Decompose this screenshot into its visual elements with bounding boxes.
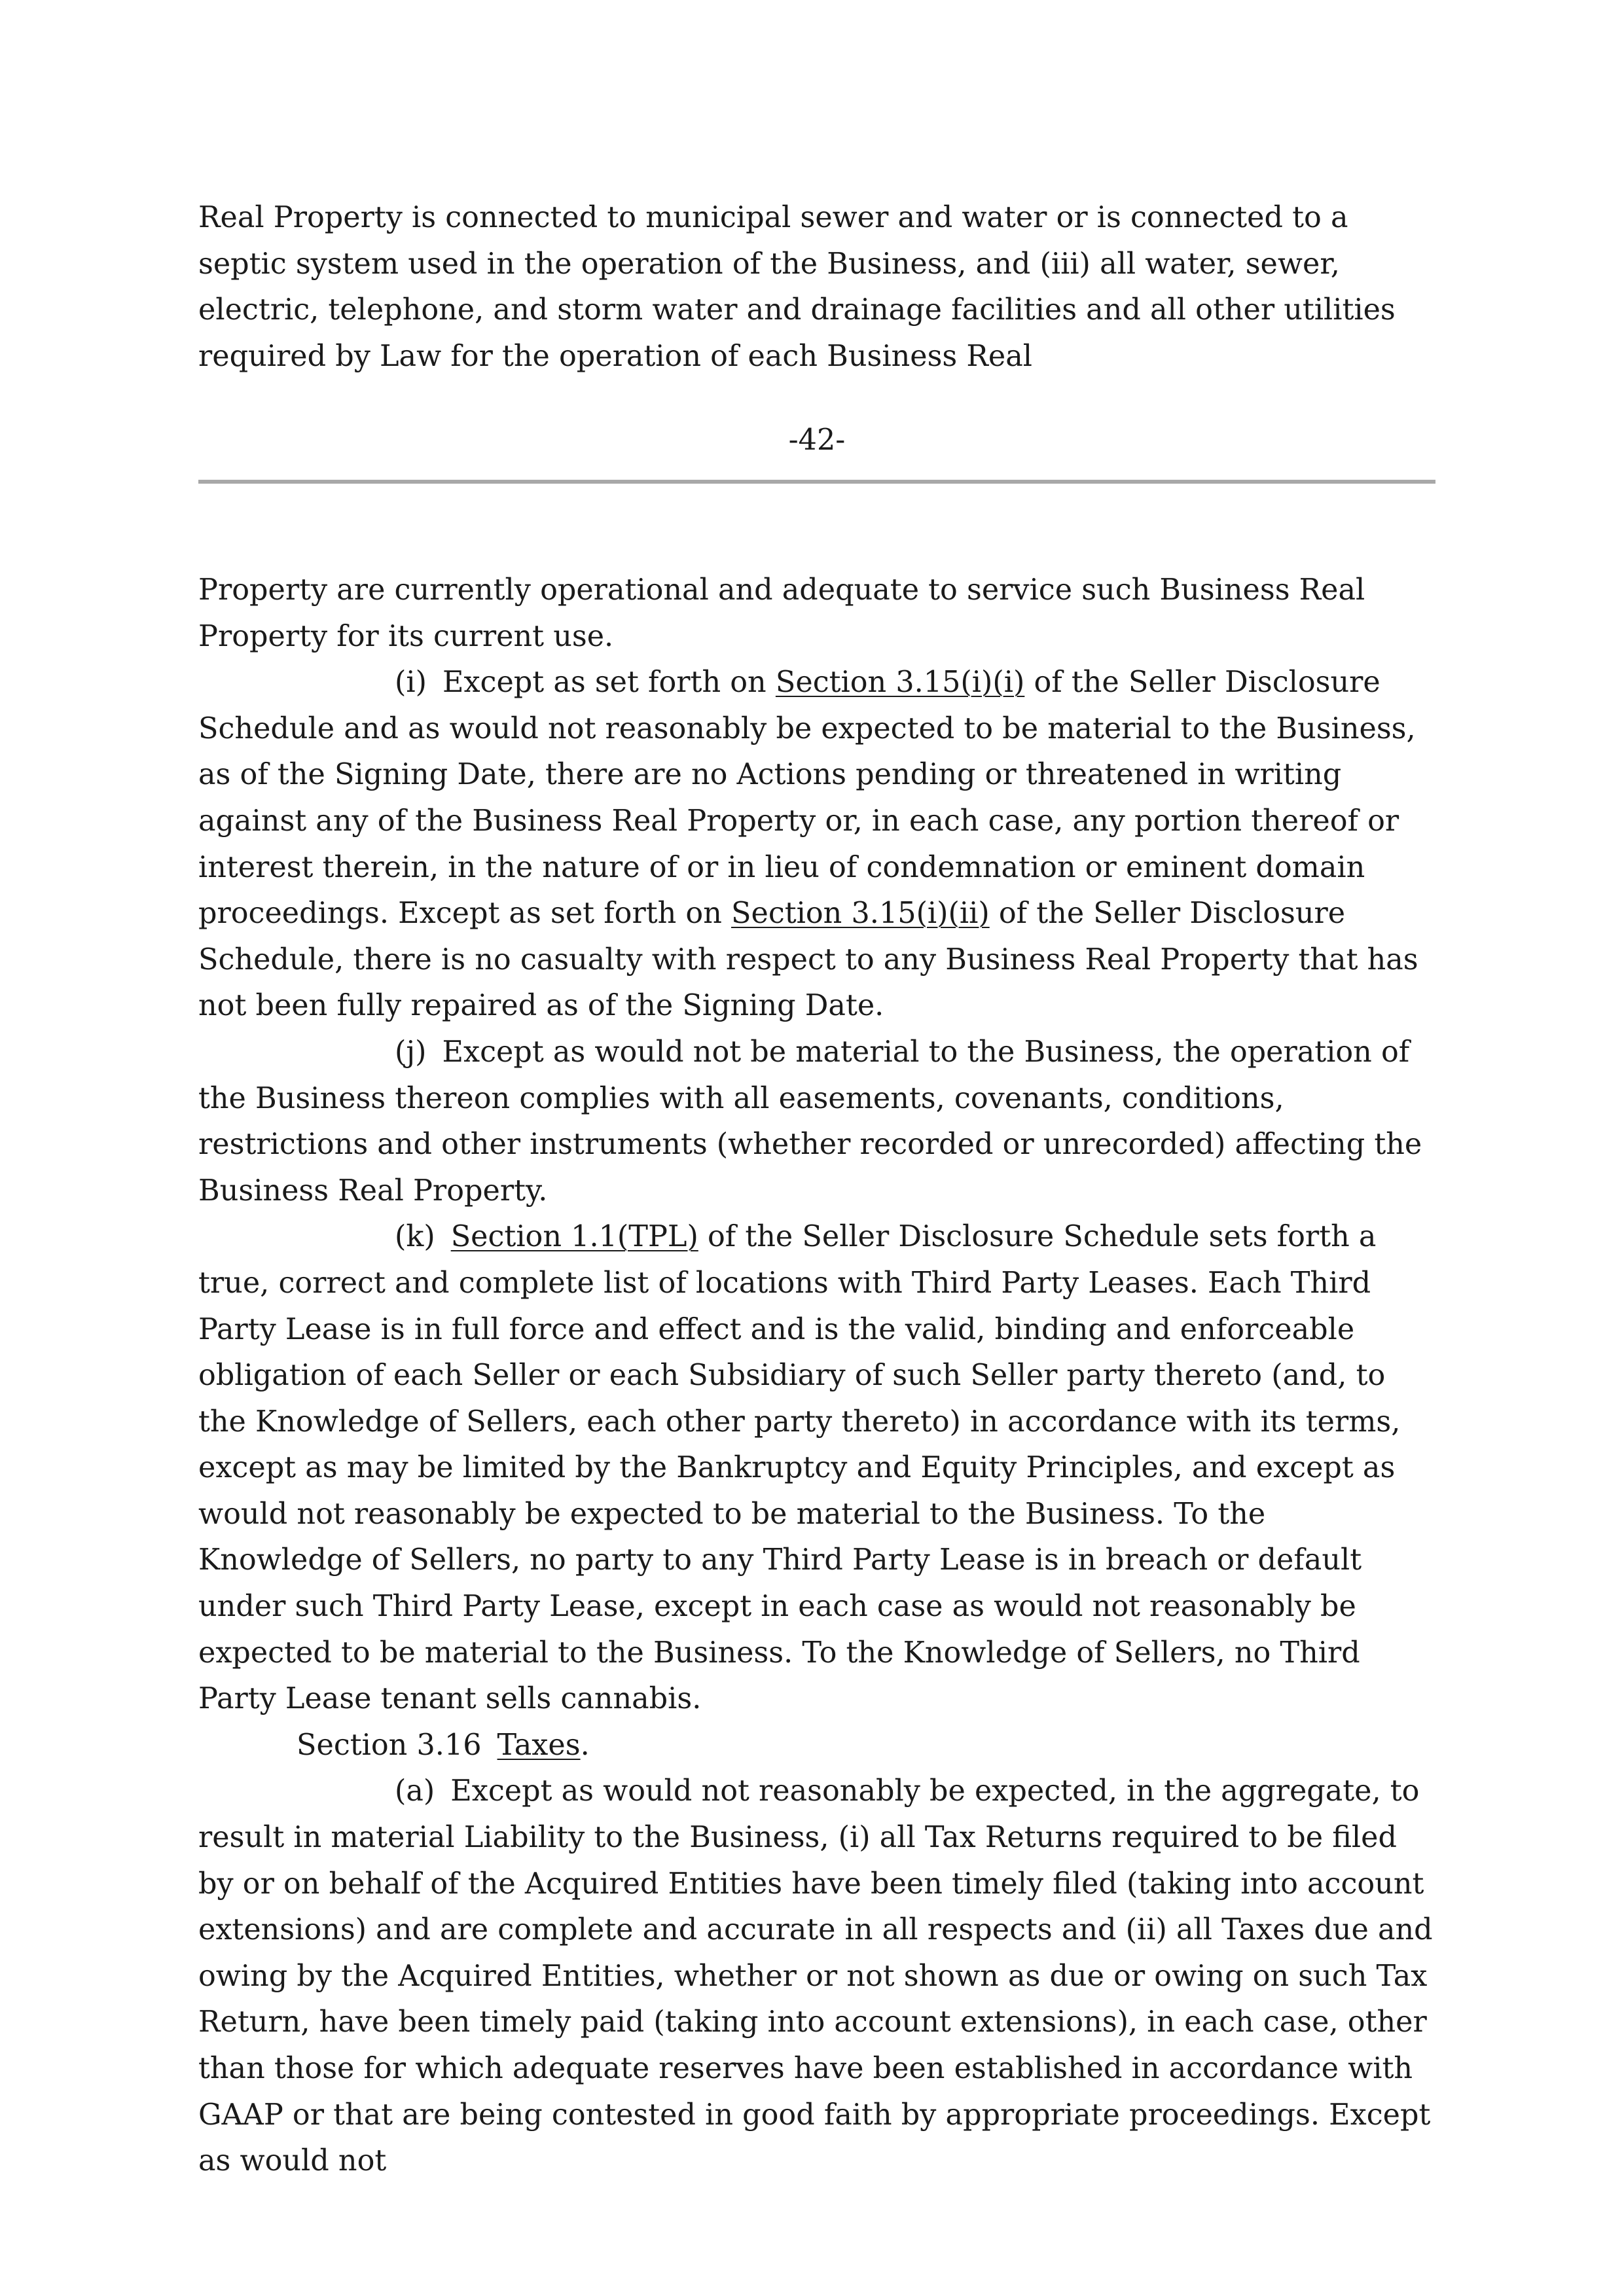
paragraph-k-label: (k): [395, 1220, 435, 1254]
section-3-16-heading: [198, 1723, 1435, 1769]
section-ref-3-15-i-ii: Section 3.15(i)(ii): [731, 897, 990, 931]
paragraph-j-label: (j): [395, 1035, 427, 1069]
paragraph-a-text: Except as would not reasonably be expected, in the aggregate, to result in material Liability to the Business, (i) all Tax Returns required to be filed by or on behalf of the Acquired Entities have been timely filed (taking into account extensions) and are complete and accurate in all respects and (ii) all Taxes due and owing by the Acquired Entities, whether or not shown as due or owing on such Tax Return, have been timely paid (taking into account extensions), in each case, other than those for which adequate reserves have been established in accordance with GAAP or that are being contested in good faith by appropriate proceedings. Except as would not: [198, 1774, 1433, 2178]
paragraph-j-text: Except as would not be material to the Business, the operation of the Business thereon complies with all easements, covenants, conditions, restrictions and other instruments (whether recorded or unrecorded) affecting the Business Real Property.: [198, 1035, 1422, 1208]
body-block: [198, 567, 1435, 2185]
paragraph-k: [198, 1214, 1435, 1723]
page-divider: [198, 480, 1435, 484]
paragraph-a: [198, 1768, 1435, 2184]
paragraph-i-tail: of the Seller Disclosure Schedule, there is no casualty with respect to any Business Real Property that has not been fully repaired as of the Signing Date.: [198, 897, 1418, 1023]
paragraph-i-mid: of the Seller Disclosure Schedule and as would not reasonably be expected to be material to the Business, as of the Signing Date, there are no Actions pending or threatened in writing against any of the Business Real Property or, in each case, any portion thereof or interest therein, in the nature of or in lieu of condemnation or eminent domain proceedings. Except as set forth on: [198, 666, 1416, 931]
continuation-paragraph: Property are currently operational and adequate to service such Business Real Property for its current use.: [198, 573, 1365, 653]
paragraph-a-label: (a): [395, 1774, 435, 1808]
section-ref-3-15-i-i: Section 3.15(i)(i): [775, 666, 1025, 700]
paragraph-i-lead: Except as set forth on: [442, 666, 767, 700]
paragraph-j: [198, 1030, 1435, 1214]
section-3-16-number: Section 3.16: [297, 1728, 482, 1762]
page-number: -42-: [788, 423, 846, 457]
paragraph-i: [198, 660, 1435, 1030]
section-ref-1-1-tpl: Section 1.1(TPL): [450, 1220, 698, 1254]
section-3-16-period: .: [580, 1728, 590, 1762]
section-3-16-title: Taxes: [497, 1728, 581, 1762]
paragraph-k-text: of the Seller Disclosure Schedule sets forth a true, correct and complete list of locations with Third Party Leases. Each Third Party Lease is in full force and effect and is the valid, binding and enforceable obligation of each Seller or each Subsidiary of such Seller party thereto (and, to the Knowledge of Sellers, each other party thereto) in accordance with its terms, except as may be limited by the Bankruptcy and Equity Principles, and except as would not reasonably be expected to be material to the Business. To the Knowledge of Sellers, no party to any Third Party Lease is in breach or default under such Third Party Lease, except in each case as would not reasonably be expected to be material to the Business. To the Knowledge of Sellers, no Third Party Lease tenant sells cannabis.: [198, 1220, 1401, 1716]
top-paragraph: Real Property is connected to municipal sewer and water or is connected to a septic system used in the operation of the Business, and (iii) all water, sewer, electric, telephone, and storm water and drainage facilities and all other utilities required by Law for the operation of each Business Real: [198, 201, 1396, 373]
paragraph-i-label: (i): [395, 666, 427, 700]
